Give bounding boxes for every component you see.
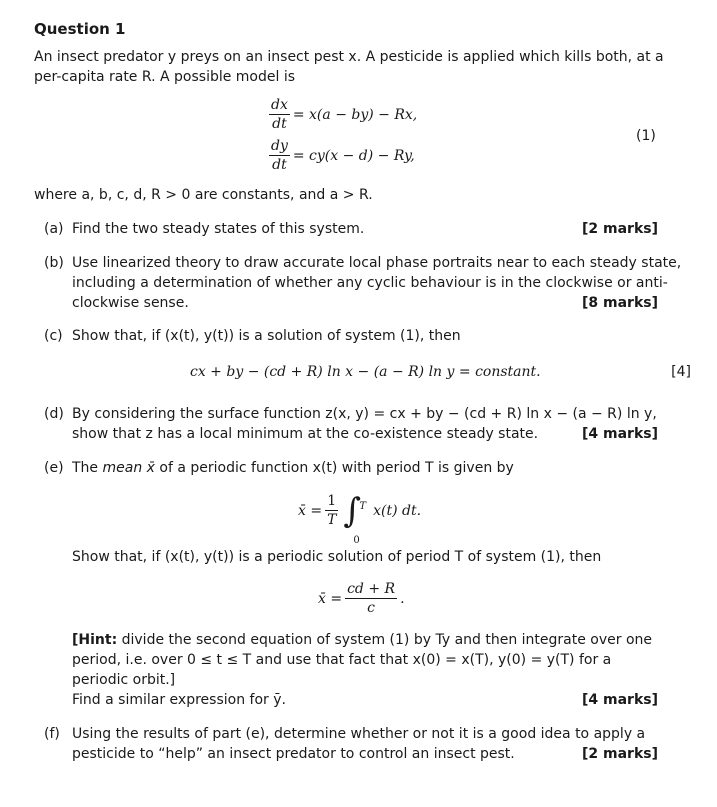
- question-title: Question 1: [34, 20, 126, 38]
- eq2-denominator: dt: [272, 157, 287, 173]
- part-e-marks: [4 marks]: [582, 692, 658, 708]
- eq1-numerator: dx: [271, 97, 288, 113]
- part-a-label: (a): [44, 221, 64, 237]
- hint-text-1: divide the second equation of system (1) by Ty and then integrate over one: [121, 632, 653, 648]
- equation-dy-dt: [266, 137, 415, 174]
- eq1-rhs: = x(a − by) − Rx,: [292, 106, 418, 123]
- hint-line-1: [72, 631, 652, 649]
- part-e-find-line: Find a similar expression for ȳ.: [72, 692, 286, 708]
- part-d-line-1: By considering the surface function z(x, y) = cx + by − (cd + R) ln x − (a − R) ln y,: [72, 406, 657, 422]
- part-e-mean-term: mean x̄: [102, 460, 155, 476]
- part-c-marks: [4]: [671, 364, 691, 380]
- where-line: where a, b, c, d, R > 0 are constants, and a > R.: [34, 187, 373, 203]
- integral-lower-limit: 0: [353, 534, 360, 546]
- result-equation: [318, 580, 405, 617]
- part-f-line-2: pesticide to “help” an insect predator to control an insect pest.: [72, 746, 515, 762]
- part-a-text: Find the two steady states of this system.: [72, 221, 365, 237]
- part-b-line-1: Use linearized theory to draw accurate local phase portraits near to each steady state,: [72, 255, 682, 271]
- part-f-line-1: Using the results of part (e), determine whether or not it is a good idea to apply a: [72, 726, 646, 742]
- integral-symbol: ∫: [343, 490, 362, 531]
- intro-line-2: per-capita rate R. A possible model is: [34, 69, 296, 85]
- result-denominator: c: [367, 600, 375, 616]
- part-c-label: (c): [44, 328, 63, 344]
- part-e-line-1-pre: The: [72, 460, 99, 476]
- part-b-marks: [8 marks]: [582, 295, 658, 311]
- part-c-equation: cx + by − (cd + R) ln x − (a − R) ln y = constant.: [190, 364, 541, 380]
- integral-upper-limit: T: [359, 500, 367, 512]
- part-e-line-2: Show that, if (x(t), y(t)) is a periodic solution of period T of system (1), then: [72, 549, 602, 565]
- part-b-line-3: clockwise sense.: [72, 295, 189, 311]
- eq2-rhs: = cy(x − d) − Ry,: [292, 147, 415, 164]
- part-f-label: (f): [44, 726, 60, 742]
- mean-lhs: x̄ =: [298, 502, 323, 519]
- eq1-denominator: dt: [272, 116, 287, 132]
- mean-integrand: x(t) dt.: [373, 502, 422, 519]
- part-d-line-2: show that z has a local minimum at the co-existence steady state.: [72, 426, 539, 442]
- result-end: .: [400, 590, 405, 607]
- part-b-label: (b): [44, 255, 64, 271]
- mean-frac-numerator: 1: [327, 493, 337, 509]
- result-lhs: x̄ =: [318, 590, 343, 607]
- part-d-label: (d): [44, 406, 64, 422]
- mean-frac-denominator: T: [327, 512, 337, 528]
- equation-dx-dt: [266, 96, 417, 133]
- part-e-line-1-post: of a periodic function x(t) with period T is given by: [159, 460, 514, 476]
- part-e-label: (e): [44, 460, 64, 476]
- part-e-line-1: [72, 459, 514, 477]
- part-b-line-2: including a determination of whether any cyclic behaviour is in the clockwise or anti-: [72, 275, 668, 291]
- hint-line-2: period, i.e. over 0 ≤ t ≤ T and use that fact that x(0) = x(T), y(0) = y(T) for a: [72, 652, 612, 668]
- integral-sign: [343, 490, 367, 546]
- hint-line-3: periodic orbit.]: [72, 672, 176, 688]
- equation-label: (1): [636, 128, 656, 144]
- part-d-marks: [4 marks]: [582, 426, 658, 442]
- part-c-text: Show that, if (x(t), y(t)) is a solution of system (1), then: [72, 328, 461, 344]
- part-f-marks: [2 marks]: [582, 746, 658, 762]
- result-numerator: cd + R: [347, 581, 396, 597]
- mean-definition-equation: [298, 490, 422, 546]
- eq2-numerator: dy: [271, 138, 288, 154]
- hint-label: [Hint:: [72, 632, 118, 648]
- intro-line-1: An insect predator y preys on an insect pest x. A pesticide is applied which kills both, at a: [34, 49, 664, 65]
- part-a-marks: [2 marks]: [582, 221, 658, 237]
